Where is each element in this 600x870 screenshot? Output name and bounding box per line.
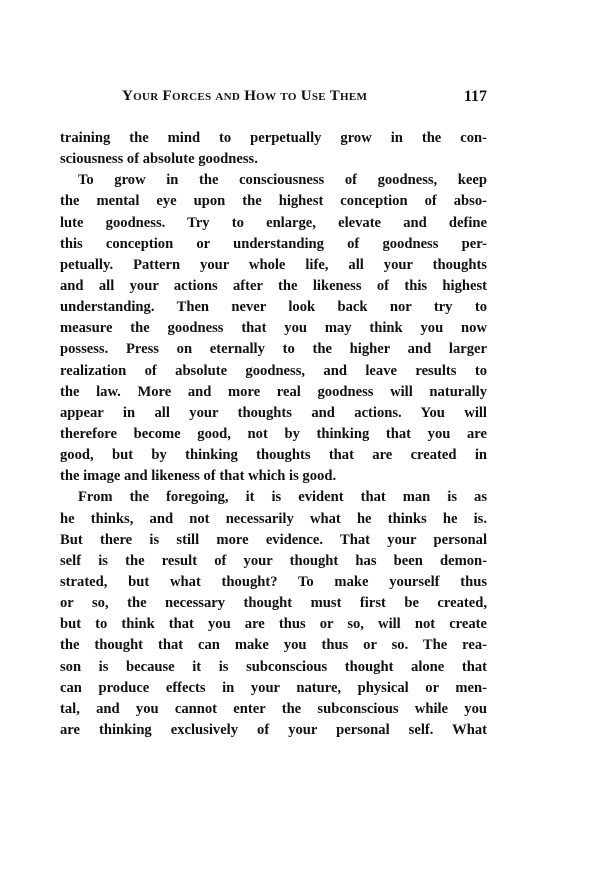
text-line: the thought that can make you thus or so. The rea- xyxy=(60,637,487,654)
text-line: therefore become good, not by thinking that you are xyxy=(60,425,487,442)
text-line: the image and likeness of that which is good. xyxy=(60,468,337,485)
text-line: good, but by thinking thoughts that are created in xyxy=(60,447,487,464)
text-line: and all your actions after the likeness of this highest xyxy=(60,277,487,294)
text-line: but to think that you are thus or so, will not create xyxy=(60,616,487,633)
text-line: can produce effects in your nature, physical or men- xyxy=(60,679,487,696)
text-line: appear in all your thoughts and actions. You will xyxy=(60,404,487,421)
text-line: or so, the necessary thought must first be created, xyxy=(60,595,487,612)
paragraph xyxy=(60,170,487,487)
text-line: are thinking exclusively of your personal self. What xyxy=(60,721,487,738)
text-line: understanding. Then never look back nor try to xyxy=(60,299,487,316)
text-line: training the mind to perpetually grow in the con- xyxy=(60,130,487,146)
text-line: possess. Press on eternally to the higher and larger xyxy=(60,341,487,358)
text-line: sciousness of absolute goodness. xyxy=(60,151,258,168)
paragraph xyxy=(60,487,487,741)
text-line: self is the result of your thought has been demon- xyxy=(60,552,487,569)
text-line: the mental eye upon the highest conception of abso- xyxy=(60,193,487,210)
text-line: strated, but what thought? To make yourself thus xyxy=(60,573,487,590)
text-line: lute goodness. Try to enlarge, elevate and define xyxy=(60,214,487,231)
text-line: realization of absolute goodness, and leave results to xyxy=(60,362,487,379)
text-line: From the foregoing, it is evident that man is as xyxy=(78,489,487,506)
text-line: petually. Pattern your whole life, all your thoughts xyxy=(60,256,487,273)
text-line: tal, and you cannot enter the subconscious while you xyxy=(60,700,487,717)
text-line: But there is still more evidence. That your personal xyxy=(60,531,487,548)
page-number: 117 xyxy=(463,88,487,105)
text-line: To grow in the consciousness of goodness, keep xyxy=(78,172,487,189)
running-title: Your Forces and How to Use Them xyxy=(122,88,368,104)
text-line: the law. More and more real goodness will naturally xyxy=(60,383,487,400)
page-body-text xyxy=(60,128,487,741)
text-line: measure the goodness that you may think you now xyxy=(60,320,487,337)
running-header xyxy=(60,88,487,108)
text-line: this conception or understanding of goodness per- xyxy=(60,235,487,252)
paragraph xyxy=(60,128,487,170)
text-line: he thinks, and not necessarily what he thinks he is. xyxy=(60,510,487,527)
text-line: son is because it is subconscious thought alone that xyxy=(60,658,487,675)
